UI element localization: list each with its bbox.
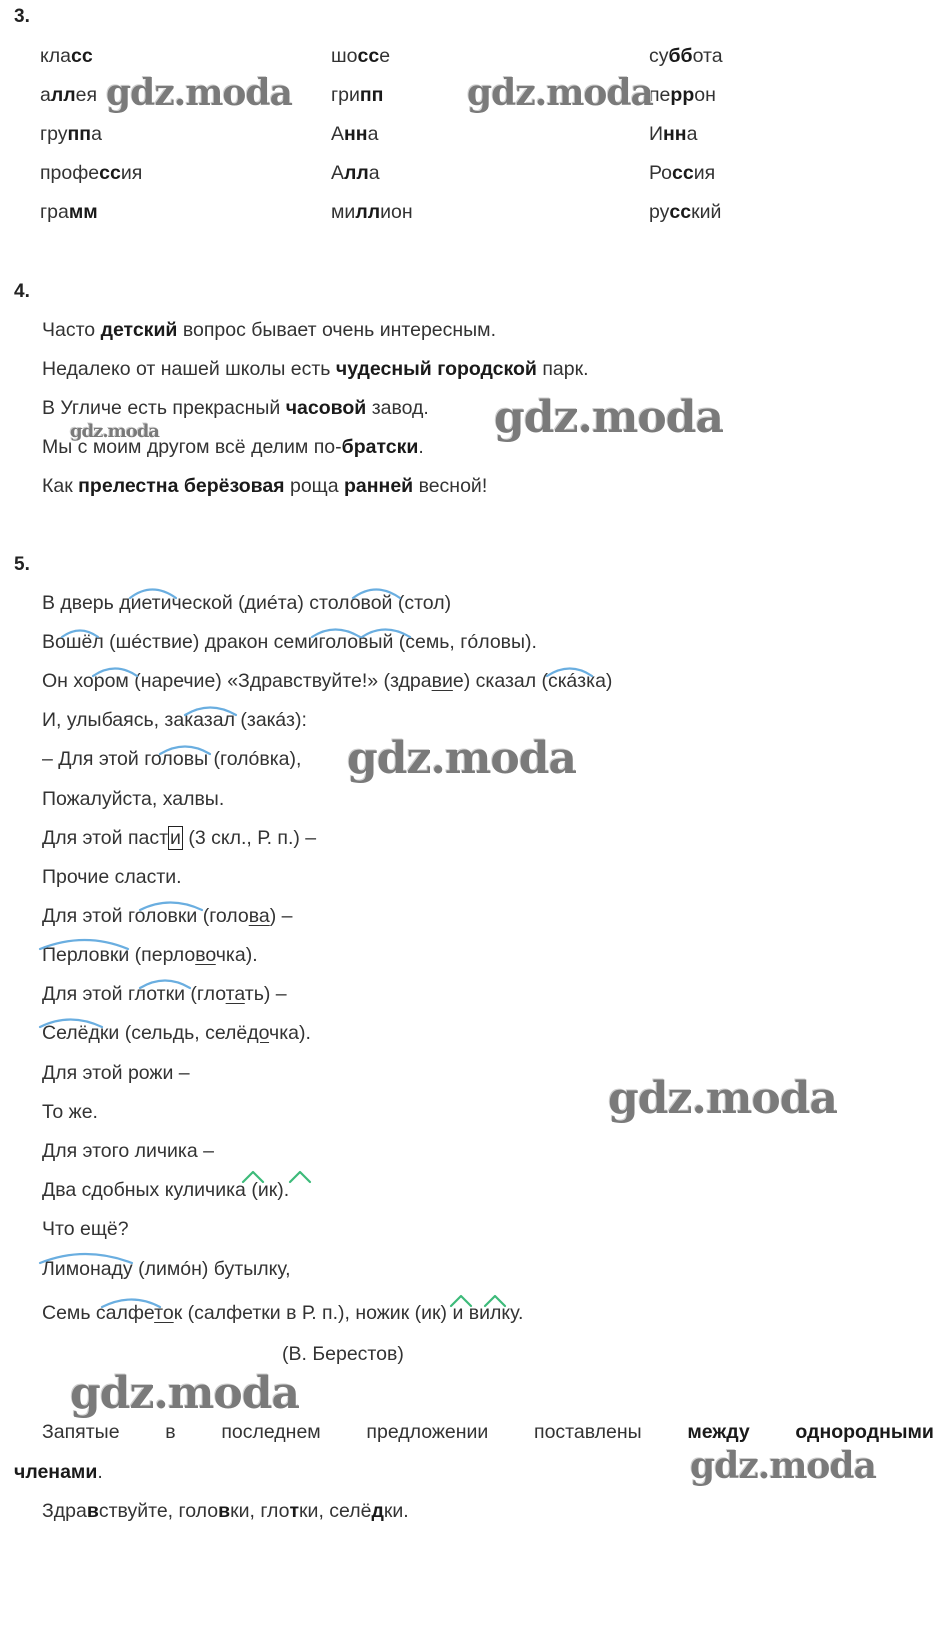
poem-line: Для этого личика – bbox=[42, 1140, 214, 1162]
word: шоссе bbox=[331, 45, 391, 67]
word: суббота bbox=[649, 45, 723, 67]
exercise-number: 4. bbox=[14, 281, 30, 302]
poem-line: Что ещё? bbox=[42, 1218, 129, 1240]
poem-line: Для этой головки (голова) – bbox=[42, 905, 293, 927]
sentence: В Угличе есть прекрасный часовой завод. bbox=[42, 397, 429, 419]
watermark: gdz.moda bbox=[106, 72, 292, 114]
word: Анна bbox=[331, 123, 379, 145]
word: группа bbox=[40, 123, 102, 145]
word: миллион bbox=[331, 201, 413, 223]
suffix-caret bbox=[290, 1172, 310, 1182]
word: грамм bbox=[40, 201, 98, 223]
word: профессия bbox=[40, 162, 143, 184]
poem-line: Для этой паст и (3 скл., Р. п.) – bbox=[42, 827, 317, 849]
poem-line: Перловки (перловочка). bbox=[42, 944, 258, 966]
ending-box: и bbox=[170, 827, 181, 849]
sentence: Недалеко от нашей школы есть чудесный городской парк. bbox=[42, 358, 589, 380]
word: Россия bbox=[649, 162, 716, 184]
word: грипп bbox=[331, 84, 384, 106]
word: аллея bbox=[40, 84, 98, 106]
word: Алла bbox=[331, 162, 380, 184]
poem-line: – Для этой головы (голóвка), bbox=[42, 748, 302, 770]
watermark: gdz.moda bbox=[70, 421, 159, 442]
sentence: Как прелестна берёзовая роща ранней весной! bbox=[42, 475, 488, 497]
watermark: gdz.moda bbox=[347, 733, 577, 784]
poem-line: Для этой рожи – bbox=[42, 1062, 190, 1084]
poem-line: Два сдобных куличика (ик). bbox=[42, 1179, 290, 1201]
exercise-number: 5. bbox=[14, 554, 30, 575]
poem-line: Семь салфеток (салфетки в Р. п.), ножик (ик) и вилку. bbox=[42, 1302, 524, 1324]
poem-line: Селёдки (сельдь, селёдочка). bbox=[42, 1022, 311, 1044]
poem-line: Пожалуйста, халвы. bbox=[42, 788, 225, 810]
word: русский bbox=[649, 201, 722, 223]
poem-line: Прочие сласти. bbox=[42, 866, 182, 888]
conclusion-line: членами. bbox=[14, 1461, 103, 1483]
poem-line: В дверь диетической (диéта) столовой (стол) bbox=[42, 592, 452, 614]
poem-line: Он хором (наречие) «Здравствуйте!» (здравие) сказал (скáзка) bbox=[42, 670, 613, 692]
word: класс bbox=[40, 45, 93, 67]
poem-line: То же. bbox=[42, 1101, 98, 1123]
watermark: gdz.moda bbox=[467, 72, 653, 114]
poem-line: И, улыбаясь, заказал (закáз): bbox=[42, 709, 307, 731]
watermark: gdz.moda bbox=[494, 392, 724, 443]
sentence: Часто детский вопрос бывает очень интересным. bbox=[42, 319, 496, 341]
poem-author: (В. Берестов) bbox=[282, 1343, 404, 1365]
poem-line: Лимонаду (лимóн) бутылку, bbox=[42, 1258, 291, 1280]
sentence: Мы с моим другом всё делим по-братски. bbox=[42, 436, 424, 458]
exercise-number: 3. bbox=[14, 6, 30, 27]
watermark: gdz.moda bbox=[70, 1368, 300, 1419]
poem-line: Для этой глотки (глотать) – bbox=[42, 983, 287, 1005]
watermark: gdz.moda bbox=[608, 1073, 838, 1124]
word: Инна bbox=[649, 123, 698, 145]
answer-line: Здравствуйте, головки, глотки, селёдки. bbox=[42, 1500, 409, 1522]
word: перрон bbox=[649, 84, 716, 106]
conclusion-line: Запятые в последнем предложении поставлены между однородными bbox=[42, 1421, 934, 1443]
poem-line: Вошёл (шéствие) дракон семиголовый (семь, гóловы). bbox=[42, 631, 537, 653]
watermark: gdz.moda bbox=[690, 1445, 876, 1487]
